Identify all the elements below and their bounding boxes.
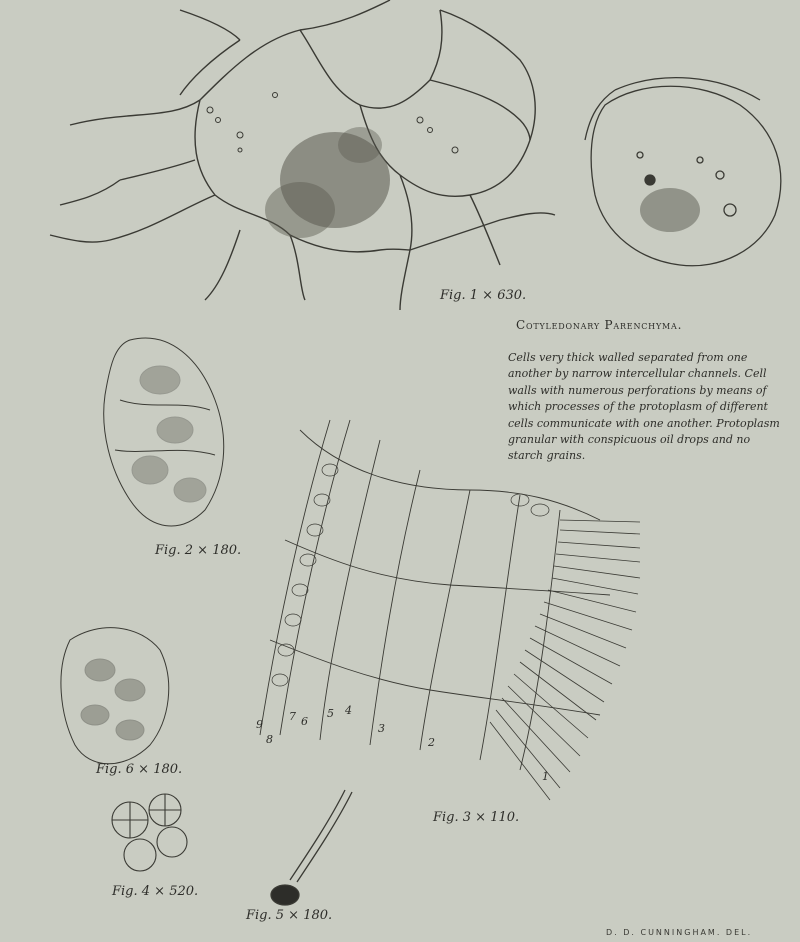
plate-title: Cotyledonary Parenchyma. — [516, 318, 683, 332]
fig3-label: Fig. 3 × 110. — [433, 810, 520, 825]
fig1-protoplasm — [207, 93, 458, 239]
fig5-hair — [271, 790, 352, 905]
fig3-number-9: 9 — [256, 718, 263, 731]
artist-signature: D. D. CUNNINGHAM. DEL. — [606, 928, 753, 937]
fig2-label: Fig. 2 × 180. — [155, 543, 242, 558]
fig3-number-2: 2 — [428, 736, 435, 749]
fig3-number-7: 7 — [289, 710, 296, 723]
fig6-label: Fig. 6 × 180. — [96, 762, 183, 777]
fig3-section — [260, 420, 610, 770]
fig1-label: Fig. 1 × 630. — [440, 288, 527, 303]
fig4-cells — [112, 794, 187, 871]
fig3-epidermis — [490, 520, 640, 800]
fig3-number-6: 6 — [301, 715, 308, 728]
fig3-number-5: 5 — [327, 707, 334, 720]
fig3-number-8: 8 — [266, 733, 273, 746]
fig2-cells — [104, 338, 224, 526]
fig6-cells — [61, 628, 169, 764]
plate-description: Cells very thick walled separated from one another by narrow intercellular channels. Cell walls with numerous perforations by means of which processes of the protoplasm of different cells communicate with one another. Protoplasm granular with conspicuous oil drops and no starch grains. — [508, 351, 780, 463]
fig1-isolated-cell — [585, 78, 781, 266]
fig5-label: Fig. 5 × 180. — [246, 908, 333, 923]
fig3-number-4: 4 — [345, 704, 352, 717]
fig4-label: Fig. 4 × 520. — [112, 884, 199, 899]
fig3-number-1: 1 — [542, 770, 549, 783]
fig3-cortex-cells — [272, 464, 549, 686]
fig3-number-3: 3 — [378, 722, 385, 735]
